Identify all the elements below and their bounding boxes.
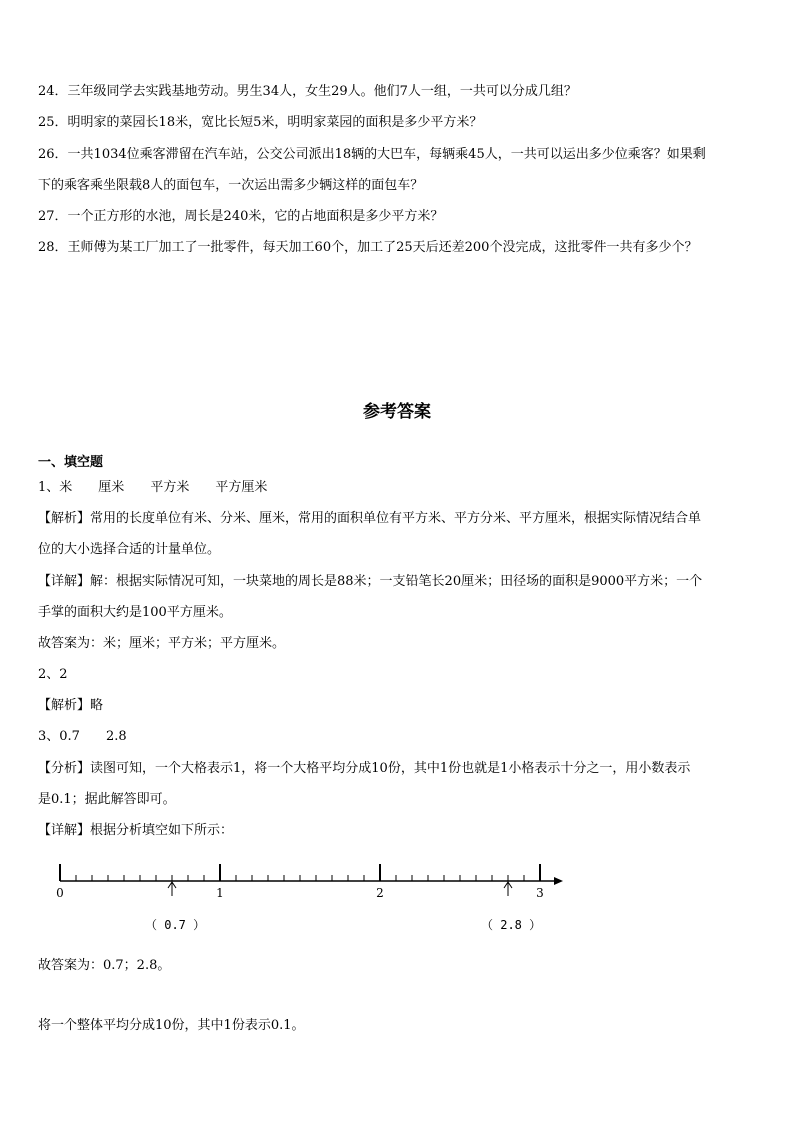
answer-3-analysis-line-1: 【分析】读图可知，一个大格表示1，将一个大格平均分成10份，其中1份也就是1小格表示十分之一，用小数表示: [38, 761, 691, 776]
answer-3-analysis-line-2: 是0.1；据此解答即可。: [38, 792, 176, 807]
answer-1-detail-line-1: 【详解】解：根据实际情况可知，一块菜地的周长是88米；一支铅笔长20厘米；田径场的面积是9000平方米；一个: [38, 574, 703, 589]
answer-3-final: 故答案为：0.7；2.8。: [38, 958, 171, 973]
question-26-line-1: 26．一共1034位乘客滞留在汽车站，公交公司派出18辆的大巴车，每辆乘45人，一共可以运出多少位乘客？如果剩: [38, 147, 706, 162]
answer-2: 2、2: [38, 667, 68, 682]
answer-1-item: 厘米: [98, 480, 125, 495]
tick-label-0: 0: [56, 886, 64, 900]
answer-3-note: 将一个整体平均分成10份，其中1份表示0.1。: [38, 1018, 305, 1033]
answer-1-detail-line-2: 手掌的面积大约是100平方厘米。: [38, 605, 232, 620]
number-line-arrowhead: [554, 877, 563, 885]
answer-1-item: 米: [59, 480, 73, 495]
answer-title: 参考答案: [363, 402, 431, 422]
answer-3-first: 3、0.7: [38, 729, 80, 744]
tick-label-2: 2: [376, 886, 384, 900]
section-fill-blank: 一、填空题: [38, 455, 104, 470]
answer-1-item: 平方厘米: [215, 480, 268, 495]
answer-3-detail: 【详解】根据分析填空如下所示：: [38, 823, 234, 838]
question-28: 28．王师傅为某工厂加工了一批零件，每天加工60个，加工了25天后还差200个没完成，这批零件一共有多少个？: [38, 240, 698, 255]
tick-label-1: 1: [216, 886, 224, 900]
answer-1-analysis-line-1: 【解析】常用的长度单位有米、分米、厘米，常用的面积单位有平方米、平方分米、平方厘米，根据实际情况结合单: [38, 511, 702, 526]
question-26-line-2: 下的乘客乘坐限载8人的面包车，一次运出需多少辆这样的面包车？: [38, 178, 424, 193]
question-27: 27．一个正方形的水池，周长是240米，它的占地面积是多少平方米？: [38, 209, 444, 224]
question-25: 25．明明家的菜园长18米，宽比长短5米，明明家菜园的面积是多少平方米？: [38, 115, 483, 130]
answer-1-label: 1、: [38, 480, 60, 495]
answer-3-second: 2.8: [105, 729, 127, 744]
answer-1-final: 故答案为：米；厘米；平方米；平方厘米。: [38, 636, 286, 651]
mark-label-2.8: （ 2.8 ）: [481, 918, 542, 932]
answer-1-analysis-line-2: 位的大小选择合适的计量单位。: [38, 542, 221, 557]
mark-label-0.7: （ 0.7 ）: [145, 918, 206, 932]
tick-label-3: 3: [536, 886, 544, 900]
answer-2-analysis: 【解析】略: [38, 698, 104, 713]
question-24: 24．三年级同学去实践基地劳动。男生34人，女生29人。他们7人一组，一共可以分成几组？: [38, 84, 577, 99]
answer-1-item: 平方米: [150, 480, 190, 495]
